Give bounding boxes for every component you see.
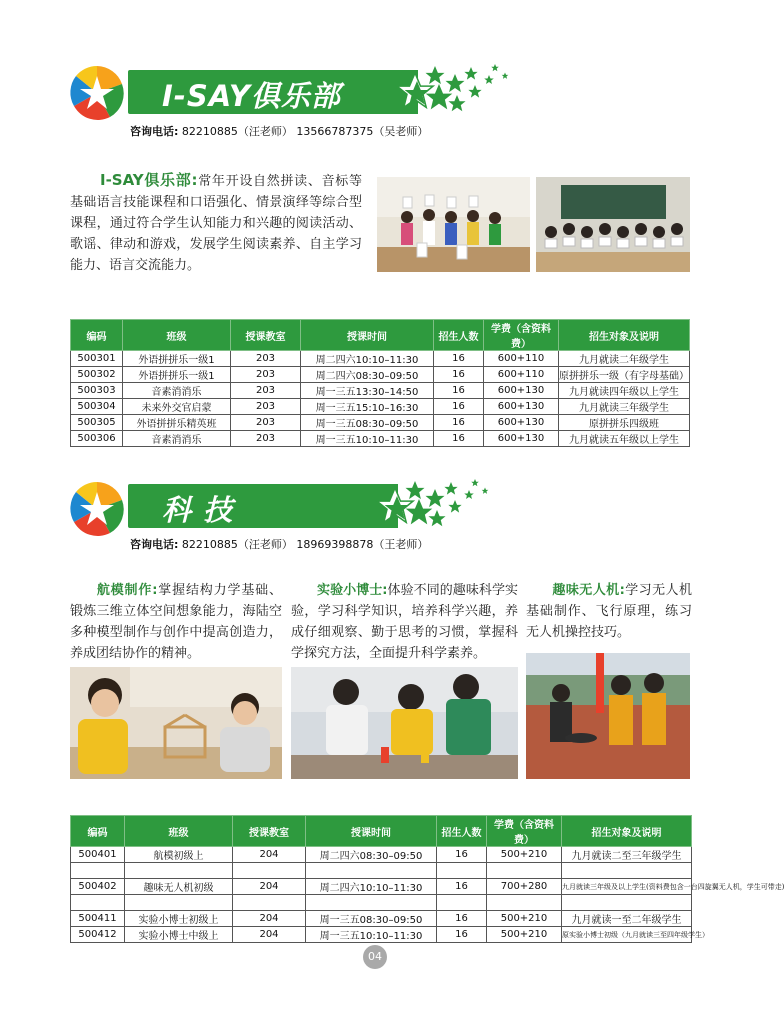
cell: 音素消消乐 <box>123 383 231 399</box>
tech-intro-science-title: 实验小博士: <box>317 583 388 598</box>
cell: 16 <box>434 399 484 415</box>
tech-course-table <box>70 815 784 943</box>
cell: 203 <box>231 431 301 447</box>
club-logo <box>66 478 128 540</box>
cell: 203 <box>231 367 301 383</box>
isay-intro-body: 常年开设自然拼读、音标等基础语言技能课程和口语强化、情景演绎等综合型课程，通过符合学生认知能力和兴趣的阅读活动、歌谣、律动和游戏，发展学生阅读素养、自主学习能力、语言交流能力。 <box>70 174 362 273</box>
cell: 周二四六08:30–09:50 <box>306 847 437 863</box>
cell: 203 <box>231 399 301 415</box>
table-spacer-row <box>71 863 692 879</box>
table-row <box>71 431 690 447</box>
cell: 音素消消乐 <box>123 431 231 447</box>
table-row <box>71 911 692 927</box>
tech-banner <box>128 484 398 528</box>
cell: 204 <box>233 879 306 895</box>
stars-decoration-icon <box>395 60 515 120</box>
header-class: 班级 <box>123 320 231 351</box>
cell: 500411 <box>71 911 125 927</box>
cell: 原拼拼乐四级班 <box>559 415 690 431</box>
cell: 600+130 <box>484 383 559 399</box>
tech-intro-model-title: 航模制作: <box>96 583 158 598</box>
table-row <box>71 351 690 367</box>
table-row <box>71 367 690 383</box>
isay-contact <box>130 123 428 139</box>
cell: 航模初级上 <box>125 847 233 863</box>
cell: 周一三五10:10–11:30 <box>301 431 434 447</box>
tech-photo-science-lab <box>291 667 518 779</box>
table-row <box>71 847 692 863</box>
cell: 16 <box>437 879 487 895</box>
cell: 九月就读三年级及以上学生(资料费包含一台四旋翼无人机，学生可带走) <box>562 879 692 895</box>
cell: 600+110 <box>484 351 559 367</box>
tech-intro-science-body: 体验不同的趣味科学实验，学习科学知识，培养科学兴趣，养成仔细观察、勤于思考的习惯，掌握科学探究方法，全面提升科学素养。 <box>291 583 518 661</box>
cell: 500302 <box>71 367 123 383</box>
cell: 500+210 <box>487 911 562 927</box>
cell: 16 <box>434 367 484 383</box>
cell: 16 <box>437 927 487 943</box>
cell: 500402 <box>71 879 125 895</box>
cell: 周一三五08:30–09:50 <box>301 415 434 431</box>
isay-intro <box>70 170 362 276</box>
cell: 203 <box>231 415 301 431</box>
cell: 500306 <box>71 431 123 447</box>
tech-banner-title: 科 技 <box>162 493 234 527</box>
tech-intro-drone <box>526 580 692 643</box>
cell: 周二四六10:10–11:30 <box>306 879 437 895</box>
cell: 500401 <box>71 847 125 863</box>
cell: 九月就读五年级以上学生 <box>559 431 690 447</box>
cell: 原拼拼乐一级（有字母基础） <box>559 367 690 383</box>
stars-decoration-icon <box>375 475 495 535</box>
cell: 周二四六08:30–09:50 <box>301 367 434 383</box>
isay-contact-value: 82210885（汪老师） 13566787375（吴老师） <box>181 125 429 138</box>
cell: 九月就读二年级学生 <box>559 351 690 367</box>
header-time: 授课时间 <box>301 320 434 351</box>
cell: 600+130 <box>484 415 559 431</box>
cell: 16 <box>434 351 484 367</box>
cell: 203 <box>231 351 301 367</box>
cell: 500301 <box>71 351 123 367</box>
cell: 未来外交官启蒙 <box>123 399 231 415</box>
table-row <box>71 383 690 399</box>
tech-photo-drone-outdoor <box>526 653 690 779</box>
cell: 九月就读二至三年级学生 <box>562 847 692 863</box>
header-class: 班级 <box>125 816 233 847</box>
isay-intro-title: I-SAY俱乐部: <box>100 171 198 189</box>
cell: 500412 <box>71 927 125 943</box>
header-code: 编码 <box>71 816 125 847</box>
header-time: 授课时间 <box>306 816 437 847</box>
tech-contact-label: 咨询电话: <box>130 538 179 551</box>
cell: 16 <box>434 415 484 431</box>
cell: 204 <box>233 847 306 863</box>
header-fee: 学费（含资料费） <box>484 320 559 351</box>
club-logo <box>66 62 128 124</box>
header-enrollment: 招生人数 <box>437 816 487 847</box>
cell: 原实验小博士初级（九月就读三至四年级学生） <box>562 927 692 943</box>
isay-photo-classroom <box>377 177 530 272</box>
tech-table-header <box>71 816 692 847</box>
cell: 500303 <box>71 383 123 399</box>
cell: 周一三五13:30–14:50 <box>301 383 434 399</box>
cell: 外语拼拼乐精英班 <box>123 415 231 431</box>
header-room: 授课教室 <box>231 320 301 351</box>
header-room: 授课教室 <box>233 816 306 847</box>
cell: 九月就读四年级以上学生 <box>559 383 690 399</box>
tech-photo-model-building <box>70 667 282 779</box>
header-fee: 学费（含资料费） <box>487 816 562 847</box>
tech-contact-value: 82210885（汪老师） 18969398878（王老师） <box>181 538 429 551</box>
tech-intro-model-body: 掌握结构力学基础、锻炼三维立体空间想象能力，海陆空多种模型制作与创作中提高创造力，养成团结协作的精神。 <box>70 583 282 661</box>
table-row <box>71 927 692 943</box>
header-enrollment: 招生人数 <box>434 320 484 351</box>
tech-intro-drone-title: 趣味无人机: <box>552 583 625 598</box>
cell: 600+130 <box>484 399 559 415</box>
isay-table-header <box>71 320 690 351</box>
cell: 16 <box>437 847 487 863</box>
table-row <box>71 879 692 895</box>
cell: 周一三五08:30–09:50 <box>306 911 437 927</box>
cell: 500+210 <box>487 847 562 863</box>
cell: 204 <box>233 927 306 943</box>
cell: 实验小博士初级上 <box>125 911 233 927</box>
header-target: 招生对象及说明 <box>559 320 690 351</box>
cell: 周二四六10:10–11:30 <box>301 351 434 367</box>
cell: 九月就读三年级学生 <box>559 399 690 415</box>
tech-intro-science <box>291 580 518 664</box>
isay-photo-group <box>536 177 690 272</box>
cell: 203 <box>231 383 301 399</box>
table-row <box>71 415 690 431</box>
page-number: 04 <box>363 945 387 969</box>
tech-contact <box>130 536 428 552</box>
cell: 16 <box>437 911 487 927</box>
cell: 204 <box>233 911 306 927</box>
table-spacer-row <box>71 895 692 911</box>
isay-banner <box>128 70 418 114</box>
cell: 500+210 <box>487 927 562 943</box>
cell: 16 <box>434 383 484 399</box>
header-code: 编码 <box>71 320 123 351</box>
cell: 九月就读一至二年级学生 <box>562 911 692 927</box>
tech-intro-model <box>70 580 282 664</box>
cell: 600+130 <box>484 431 559 447</box>
cell: 周一三五10:10–11:30 <box>306 927 437 943</box>
cell: 500305 <box>71 415 123 431</box>
isay-contact-label: 咨询电话: <box>130 125 179 138</box>
isay-banner-title: I-SAY俱乐部 <box>162 79 341 113</box>
isay-course-table <box>70 319 690 447</box>
header-target: 招生对象及说明 <box>562 816 692 847</box>
cell: 700+280 <box>487 879 562 895</box>
cell: 实验小博士中级上 <box>125 927 233 943</box>
cell: 16 <box>434 431 484 447</box>
cell: 趣味无人机初级 <box>125 879 233 895</box>
tech-intro-drone-body: 学习无人机基础制作、飞行原理，练习无人机操控技巧。 <box>526 583 692 640</box>
cell: 500304 <box>71 399 123 415</box>
cell: 周一三五15:10–16:30 <box>301 399 434 415</box>
cell: 外语拼拼乐一级1 <box>123 367 231 383</box>
table-row <box>71 399 690 415</box>
cell: 外语拼拼乐一级1 <box>123 351 231 367</box>
cell: 600+110 <box>484 367 559 383</box>
